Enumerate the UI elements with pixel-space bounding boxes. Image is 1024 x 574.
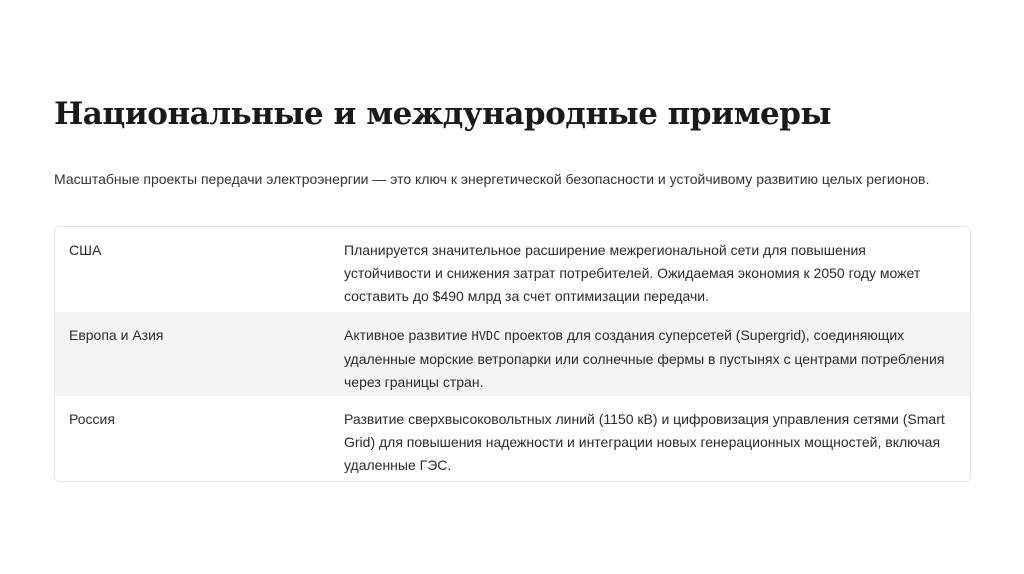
- page-subtitle: Масштабные проекты передачи электроэнергии — это ключ к энергетической безопасности и устойчивому развитию целых регионов.: [54, 171, 930, 187]
- table-row: [55, 312, 970, 396]
- region-cell: США: [69, 242, 102, 258]
- examples-table: [54, 226, 971, 482]
- page-title: Национальные и международные примеры: [54, 96, 831, 132]
- region-cell: Россия: [69, 411, 115, 427]
- description-cell: Планируется значительное расширение межрегиональной сети для повышения устойчивости и снижения затрат потребителей. Ожидаемая экономия к 2050 году может составить до $490 млрд за счет оптимизации передачи.: [344, 242, 921, 304]
- description-cell: Развитие сверхвысоковольтных линий (1150 кВ) и цифровизация управления сетями (Smart Grid) для повышения надежности и интеграции новых генерационных мощностей, включая удаленные ГЭС.: [344, 411, 945, 473]
- description-cell: [344, 324, 954, 390]
- inline-code: HVDC: [471, 329, 501, 343]
- description-text: проектов для создания суперсетей (Supergrid), соединяющих удаленные морские ветропарки или солнечные фермы в пустынях с центрами потребления через границы стран.: [344, 327, 945, 390]
- table-row: [55, 227, 970, 312]
- description-text: Активное развитие: [344, 327, 472, 343]
- table-row: [55, 396, 970, 481]
- region-cell: Европа и Азия: [69, 327, 164, 343]
